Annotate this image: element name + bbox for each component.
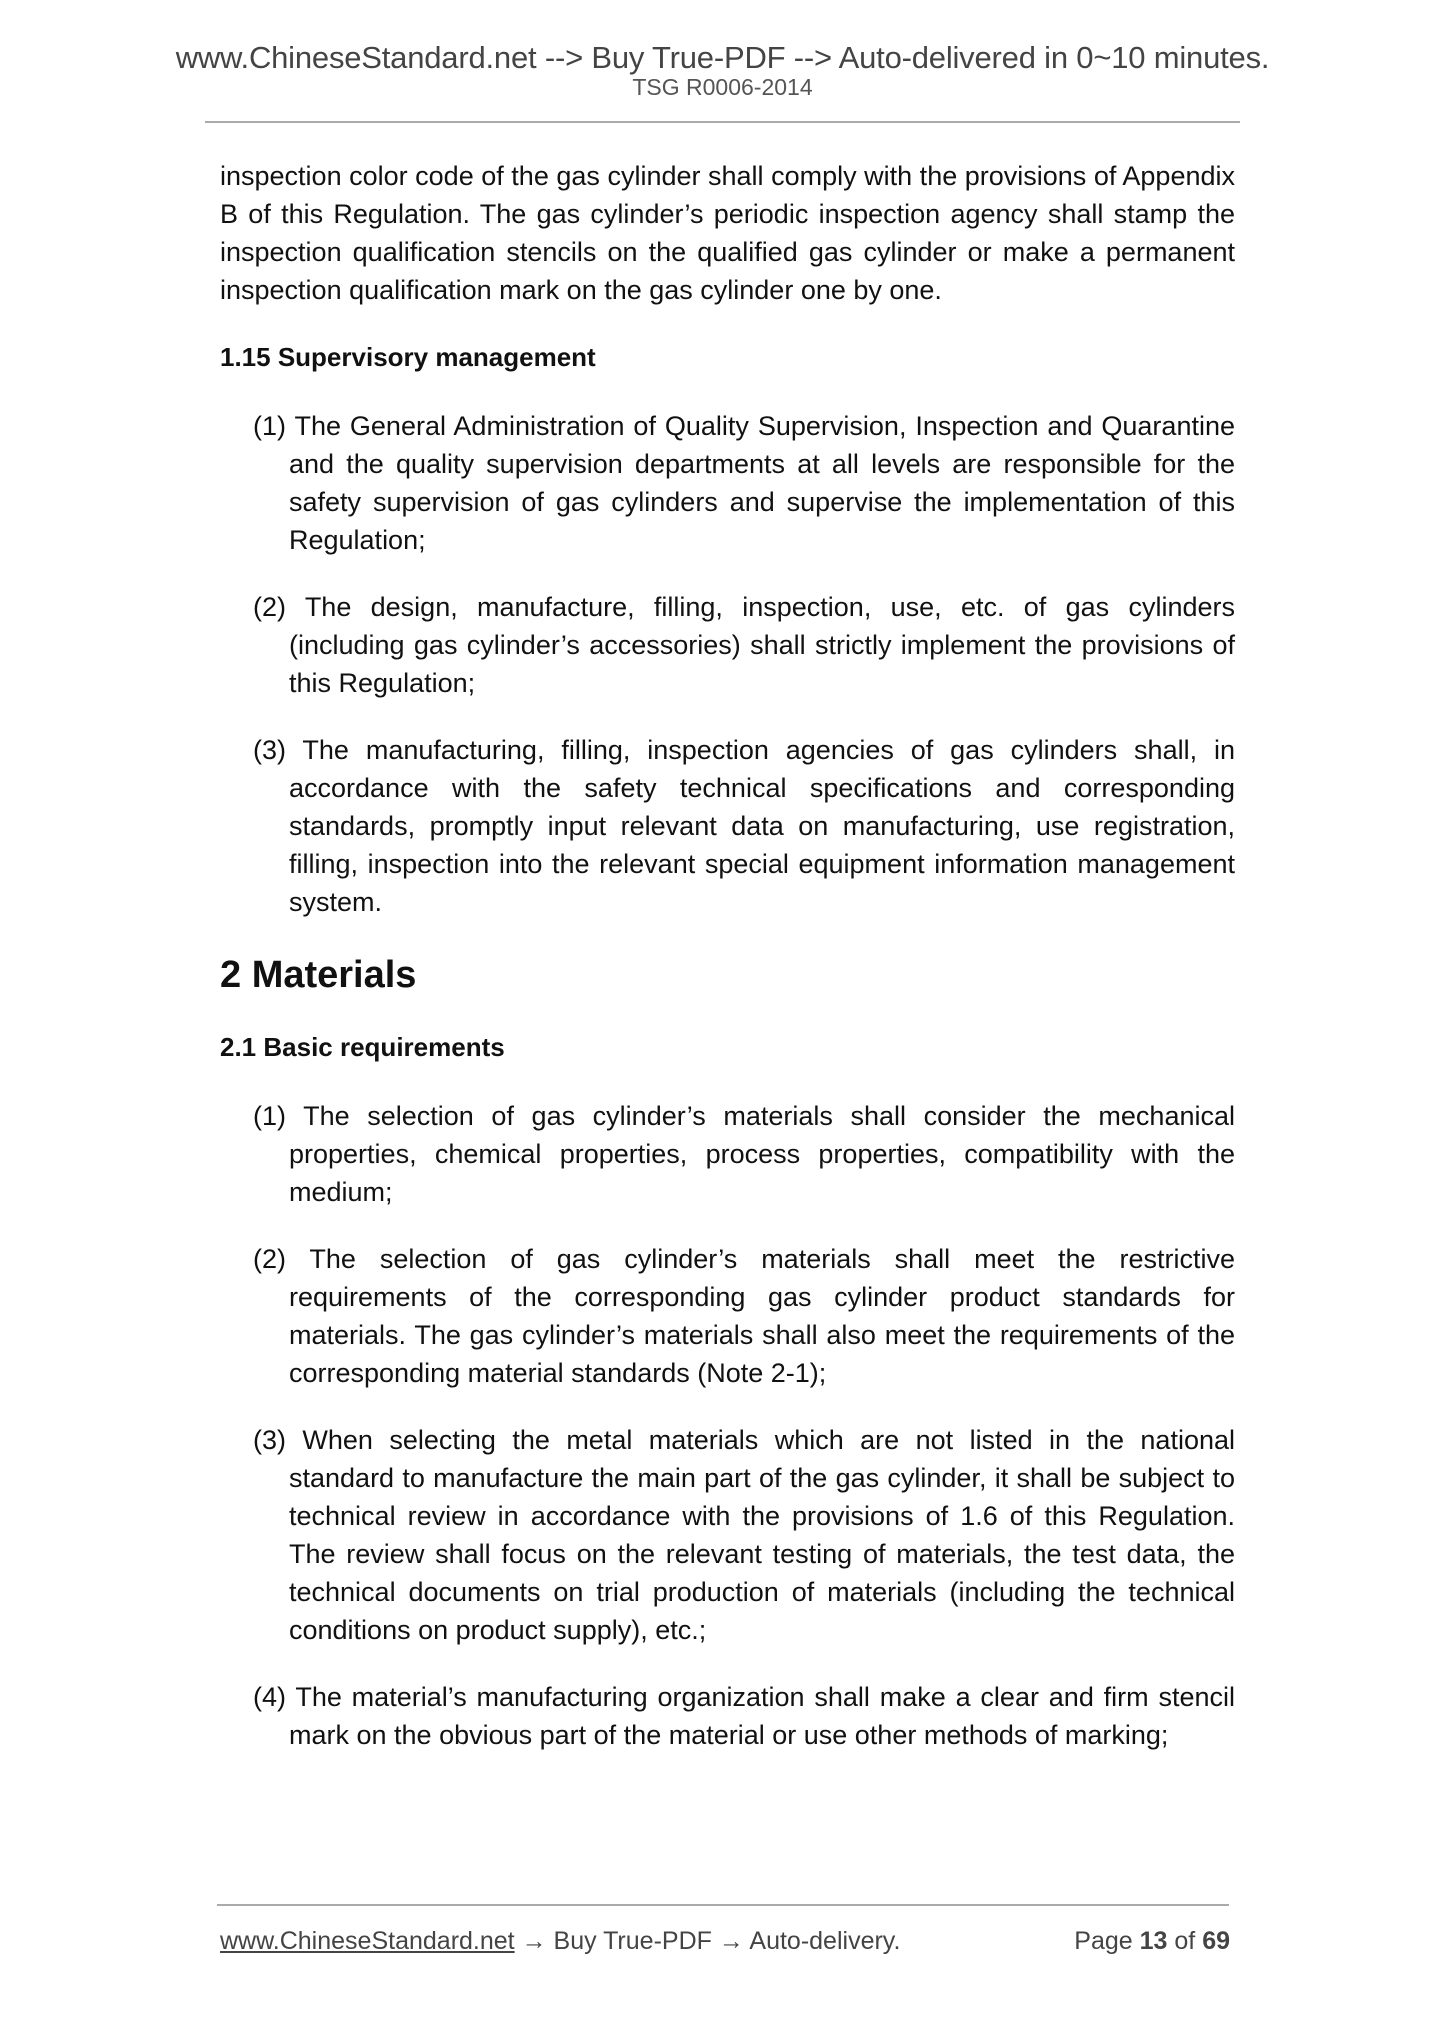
footer-left bbox=[220, 1927, 900, 1956]
footer bbox=[220, 1927, 1230, 1956]
header-divider bbox=[205, 121, 1240, 123]
of-label: of bbox=[1174, 1927, 1196, 1955]
section-heading-1-15: 1.15 Supervisory management bbox=[220, 342, 596, 372]
page-body bbox=[220, 157, 1235, 1783]
intro-paragraph: inspection color code of the gas cylinder shall comply with the provisions of Appendix B of this Regulation. The gas cylinder’s periodic inspection agency shall stamp the inspection qualification stencils on the qualified gas cylinder or make a permanent inspection qualification mark on the gas cylinder one by one. bbox=[220, 161, 1235, 305]
site-banner: www.ChineseStandard.net --> Buy True-PDF --> Auto-delivered in 0~10 minutes. bbox=[175, 40, 1270, 75]
list-item: (3) The manufacturing, filling, inspection agencies of gas cylinders shall, in accordance with the safety technical specifications and corresponding standards, promptly input relevant data on manufacturing, use registration, filling, inspection into the relevant special equipment information management system. bbox=[253, 735, 1235, 917]
list-item: (1) The General Administration of Quality Supervision, Inspection and Quarantine and the quality supervision departments at all levels are responsible for the safety supervision of gas cylinders and supervise the implementation of this Regulation; bbox=[253, 411, 1235, 555]
page-label: Page bbox=[1074, 1927, 1133, 1955]
document-id: TSG R0006-2014 bbox=[632, 74, 813, 100]
list-item: (3) When selecting the metal materials which are not listed in the national standard to manufacture the main part of the gas cylinder, it shall be subject to technical review in accordance with the provisions of 1.6 of this Regulation. The review shall focus on the relevant testing of materials, the test data, the technical documents on trial production of materials (including the technical conditions on product supply), etc.; bbox=[253, 1425, 1235, 1645]
chapter-heading: 2 Materials bbox=[220, 954, 417, 996]
list-item: (4) The material’s manufacturing organization shall make a clear and firm stencil mark on the obvious part of the material or use other methods of marking; bbox=[253, 1682, 1235, 1750]
page-number: 13 bbox=[1139, 1927, 1168, 1955]
section-heading-2-1: 2.1 Basic requirements bbox=[220, 1032, 505, 1062]
footer-divider bbox=[217, 1904, 1229, 1906]
list-item: (1) The selection of gas cylinder’s materials shall consider the mechanical properties, chemical properties, process properties, compatibility with the medium; bbox=[253, 1101, 1235, 1207]
list-item: (2) The design, manufacture, filling, inspection, use, etc. of gas cylinders (including gas cylinder’s accessories) shall strictly implement the provisions of this Regulation; bbox=[253, 592, 1235, 698]
list-item: (2) The selection of gas cylinder’s materials shall meet the restrictive requirements of the corresponding gas cylinder product standards for materials. The gas cylinder’s materials shall also meet the requirements of the corresponding material standards (Note 2-1); bbox=[253, 1244, 1235, 1388]
page-total: 69 bbox=[1202, 1927, 1230, 1955]
page-indicator bbox=[1074, 1927, 1230, 1956]
site-link[interactable]: www.ChineseStandard.net bbox=[220, 1927, 515, 1955]
footer-text: → Buy True-PDF → Auto-delivery. bbox=[514, 1927, 901, 1955]
